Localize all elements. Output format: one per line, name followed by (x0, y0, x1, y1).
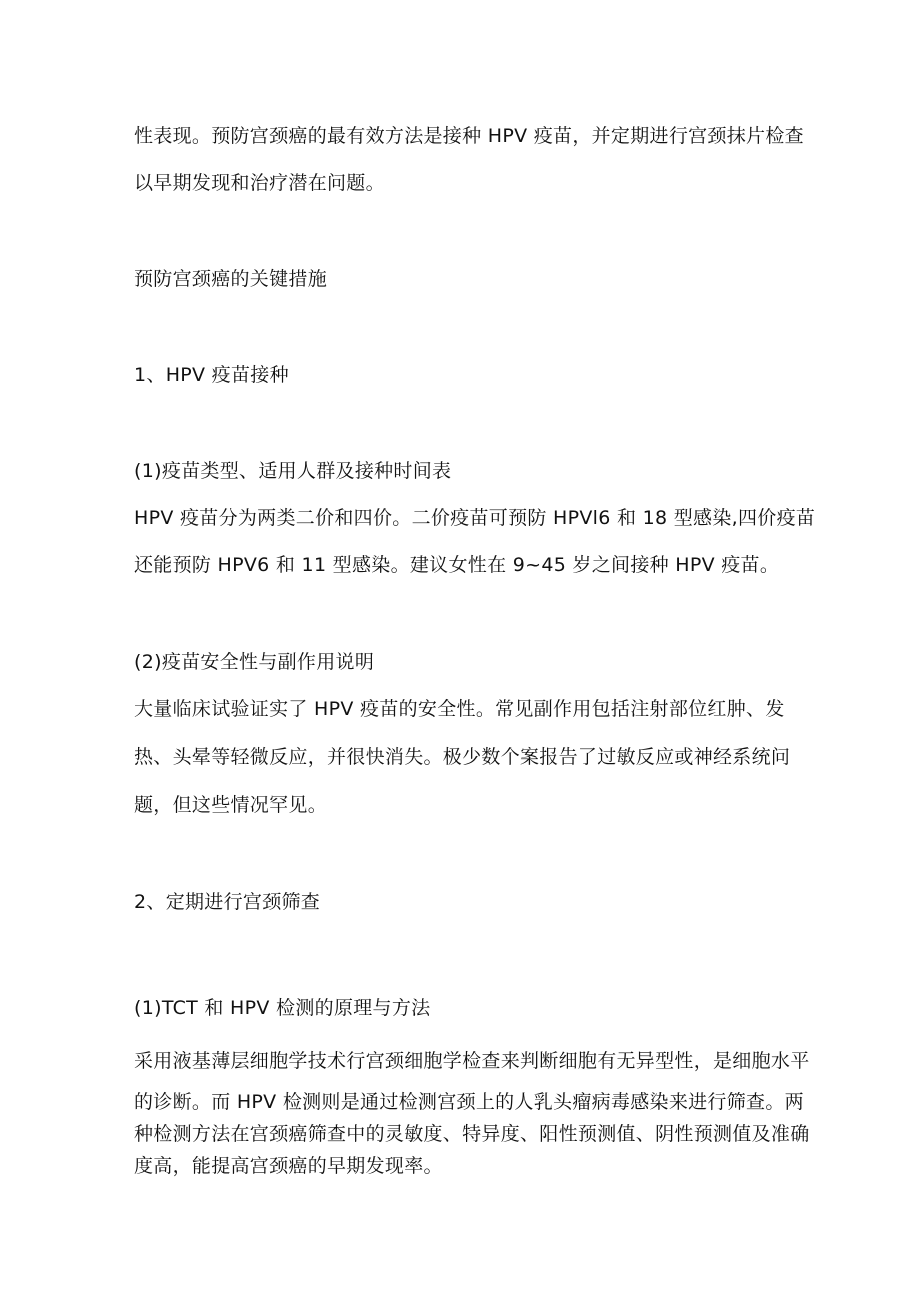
item2-sub1-heading: (1)TCT 和 HPV 检测的原理与方法 (134, 997, 431, 1019)
intro-line-2: 以早期发现和治疗潜在问题。 (134, 172, 385, 194)
item2-sub1-line-4: 度高，能提高宫颈癌的早期发现率。 (134, 1155, 443, 1177)
item1-sub2-heading: (2)疫苗安全性与副作用说明 (134, 651, 375, 673)
intro-line-1: 性表现。预防宫颈癌的最有效方法是接种 HPV 疫苗，并定期进行宫颈抹片检查 (134, 125, 804, 147)
item1-heading: 1、HPV 疫苗接种 (134, 364, 289, 386)
item2-heading: 2、定期进行宫颈筛查 (134, 891, 321, 913)
item1-sub1-line-1: HPV 疫苗分为两类二价和四价。二价疫苗可预防 HPVl6 和 18 型感染,四价疫苗 (134, 507, 816, 529)
item1-sub1-line-2: 还能预防 HPV6 和 11 型感染。建议女性在 9~45 岁之间接种 HPV 疫苗。 (134, 554, 780, 576)
item1-sub2-line-3: 题，但这些情况罕见。 (134, 794, 328, 816)
item1-sub2-line-1: 大量临床试验证实了 HPV 疫苗的安全性。常见副作用包括注射部位红肿、发 (134, 698, 785, 720)
item2-sub1-line-1: 采用液基薄层细胞学技术行宫颈细胞学检查来判断细胞有无异型性，是细胞水平 (134, 1050, 810, 1072)
item1-sub2-line-2: 热、头晕等轻微反应，并很快消失。极少数个案报告了过敏反应或神经系统问 (134, 746, 791, 768)
section-heading: 预防宫颈癌的关键措施 (134, 268, 328, 290)
item1-sub1-heading: (1)疫苗类型、适用人群及接种时间表 (134, 460, 452, 482)
item2-sub1-line-2: 的诊断。而 HPV 检测则是通过检测宫颈上的人乳头瘤病毒感染来进行筛查。两 (134, 1091, 804, 1113)
item2-sub1-line-3: 种检测方法在宫颈癌筛查中的灵敏度、特异度、阳性预测值、阴性预测值及准确 (134, 1123, 810, 1145)
